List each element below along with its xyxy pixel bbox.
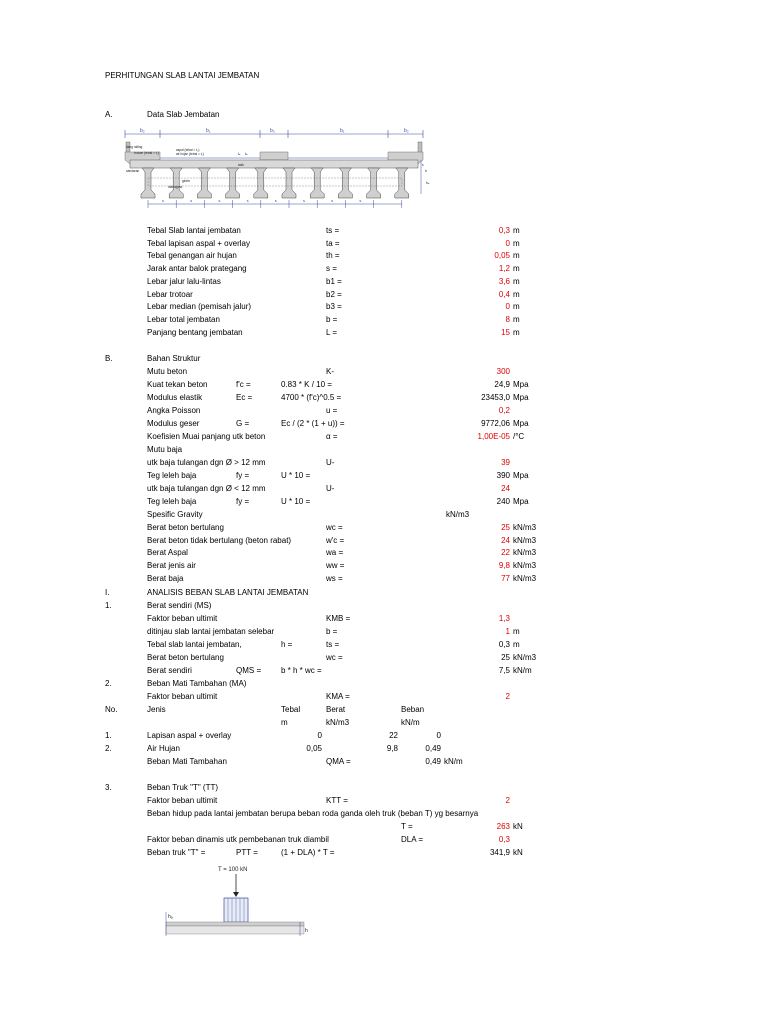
data-row-unit: m	[513, 226, 520, 235]
data-row-value: 1,2	[498, 264, 510, 274]
t-unit: kN	[513, 822, 523, 831]
leleh-besar-unit: Mpa	[513, 471, 529, 480]
data-row-unit: m	[513, 251, 520, 261]
dla-value: 0,3	[498, 835, 510, 844]
mutu-beton-value: 300	[496, 367, 510, 376]
kma-value: 2	[505, 692, 510, 701]
ma-col-no: No.	[105, 705, 118, 714]
ma-row-beban: 0,49	[425, 744, 441, 753]
leleh-kecil-unit: Mpa	[513, 497, 529, 506]
spacing-label: s	[190, 198, 193, 203]
ptt-label: Beban truk "T" =	[147, 848, 206, 857]
ptt-formula: (1 + DLA) * T =	[281, 848, 335, 857]
tt-description: Beban hidup pada lantai jembatan berupa beban roda ganda oleh truk (beban T) yg besarnya	[147, 809, 479, 818]
tebal-slab-sym: ts =	[326, 640, 340, 649]
ma-row-jenis: Air Hujan	[147, 744, 180, 753]
girder-shape	[338, 168, 352, 198]
ma-col-tebal: Tebal	[281, 705, 301, 714]
spacing-label: s	[359, 198, 362, 203]
leleh-besar-sym: fy =	[236, 471, 250, 480]
weight-unit: kN/m3	[513, 573, 537, 583]
data-row-symbol: b3 =	[326, 302, 342, 312]
data-row-symbol: ta =	[326, 238, 340, 248]
koef-muai-label: Koefisien Muai panjang utk beton	[147, 432, 266, 441]
girder-shape	[226, 168, 240, 198]
kuat-tekan-unit: Mpa	[513, 380, 529, 389]
qms-unit: kN/m	[513, 666, 532, 675]
data-row-label: Tebal genangan air hujan	[147, 251, 237, 261]
weight-unit: kN/m3	[513, 548, 537, 558]
section-a-number: A.	[105, 110, 113, 119]
tinjau-sym: b =	[326, 627, 338, 636]
dim-b2-right: b₂	[404, 128, 409, 134]
girder-shape	[282, 168, 296, 198]
data-row-label: Panjang bentang jembatan	[147, 327, 243, 337]
tinjau-value: 1	[505, 627, 510, 636]
spacing-label: s	[162, 198, 164, 203]
weight-value: 25	[501, 523, 510, 532]
spacing-label: s	[274, 198, 277, 203]
wheel-load-diagram	[160, 862, 320, 944]
weight-unit: kN/m3	[513, 535, 537, 545]
berat-sendiri-label: Berat sendiri	[147, 666, 192, 675]
ma-col-berat: Berat	[326, 705, 346, 714]
dim-b3: b₃	[270, 128, 275, 134]
poisson-value: 0,2	[498, 406, 510, 415]
qma-sym: QMA =	[326, 757, 351, 766]
modulus-geser-unit: Mpa	[513, 419, 529, 428]
section-i-number: I.	[105, 588, 110, 597]
spacing-label: s	[331, 198, 334, 203]
ma-row-no: 2.	[105, 744, 112, 753]
qma-unit: kN/m	[444, 757, 463, 766]
ha-label: hₐ	[168, 914, 173, 920]
modulus-geser-label: Modulus geser	[147, 419, 200, 428]
data-row-label: Lebar median (pemisah jalur)	[147, 302, 252, 312]
dla-label: Faktor beban dinamis utk pembebanan truk diambil	[147, 835, 329, 844]
ma-row-no: 1.	[105, 731, 112, 740]
dim-b2-left: b₂	[140, 128, 145, 134]
qma-label: Beban Mati Tambahan	[147, 757, 227, 766]
leleh-kecil-label: Teg leleh baja	[147, 497, 197, 506]
data-row-label: Tebal Slab lantai jembatan	[147, 226, 241, 235]
data-row-value: 0,3	[498, 226, 510, 235]
tebal-slab-h: h =	[281, 640, 293, 649]
note-ts: tₛ	[422, 163, 425, 167]
note-ha: hₐ	[426, 181, 430, 185]
kma-label: Faktor beban ultimit	[147, 692, 218, 701]
koef-muai-value: 1,00E-05	[477, 432, 510, 441]
weight-symbol: ww =	[326, 561, 345, 571]
weight-label: Berat baja	[147, 573, 184, 583]
girder-shape	[197, 168, 211, 198]
note-air-hujan: air hujan (tebal = t₀)	[176, 152, 204, 156]
data-row-value: 15	[501, 327, 510, 337]
data-row-unit: m	[513, 289, 520, 299]
modulus-elastik-value: 23453,0	[481, 393, 510, 402]
bridge-cross-section-diagram	[120, 124, 440, 212]
qms-sym: QMS =	[236, 666, 262, 675]
baja-besar-label: utk baja tulangan dgn Ø > 12 mm	[147, 458, 266, 467]
berat-beton-value: 25	[501, 653, 510, 662]
berat-beton-label: Berat beton bertulang	[147, 653, 224, 662]
modulus-elastik-unit: Mpa	[513, 393, 529, 402]
data-row-symbol: ts =	[326, 226, 340, 235]
tinjau-unit: m	[513, 627, 520, 636]
weight-label: Berat beton bertulang	[147, 523, 224, 532]
leleh-besar-label: Teg leleh baja	[147, 471, 197, 480]
koef-muai-unit: /°C	[513, 432, 525, 441]
qms-value: 7,5	[498, 666, 510, 675]
ktt-value: 2	[505, 796, 510, 805]
data-row-symbol: b =	[326, 314, 338, 324]
kuat-tekan-formula: 0.83 * K / 10 =	[281, 380, 332, 389]
ma-row-berat: 22	[389, 731, 398, 740]
weight-symbol: wa =	[326, 548, 344, 558]
note-sandaran: sandaran	[126, 169, 140, 173]
weight-value: 22	[501, 548, 510, 558]
section-a-heading: Data Slab Jembatan	[147, 110, 220, 119]
koef-muai-sym: α =	[326, 432, 338, 441]
kuat-tekan-value: 24,9	[494, 380, 510, 389]
note-slab: slab	[238, 163, 244, 167]
dim-b1-left: b₁	[206, 128, 211, 134]
tinjau-label: ditinjau slab lantai jembatan selebar	[147, 627, 275, 636]
girder-shape	[254, 168, 268, 198]
girder-shape	[367, 168, 381, 198]
baja-besar-value: 39	[501, 458, 510, 467]
kuat-tekan-sym: f'c =	[236, 380, 251, 389]
ptt-sym: PTT =	[236, 848, 258, 857]
ms-heading: Berat sendiri (MS)	[147, 601, 212, 610]
poisson-label: Angka Poisson	[147, 406, 201, 415]
data-row-symbol: b2 =	[326, 289, 342, 299]
ma-row-tebal: 0	[317, 731, 322, 740]
ktt-label: Faktor beban ultimit	[147, 796, 218, 805]
ma-row-beban: 0	[436, 731, 441, 740]
ma-col-berat-unit: kN/m3	[326, 718, 350, 727]
mutu-baja-label: Mutu baja	[147, 445, 183, 454]
note-tiang-railing: tiang railing	[126, 145, 143, 149]
weight-symbol: ws =	[326, 573, 343, 583]
data-row-value: 3,6	[498, 276, 510, 286]
h-label: h	[305, 928, 308, 934]
dim-b1-right: b₁	[340, 128, 345, 134]
kmb-value: 1,3	[498, 614, 510, 623]
data-row-label: Tebal lapisan aspal + overlay	[147, 238, 250, 248]
leleh-besar-value: 390	[496, 471, 510, 480]
weight-label: Berat Aspal	[147, 548, 188, 558]
section-b-number: B.	[105, 354, 113, 363]
leleh-kecil-value: 240	[496, 497, 510, 506]
data-row-unit: m	[513, 327, 520, 337]
ma-row-jenis: Lapisan aspal + overlay	[147, 731, 232, 740]
ma-row-tebal: 0,05	[306, 744, 322, 753]
berat-beton-sym: wc =	[326, 653, 343, 662]
modulus-elastik-formula: 4700 * (f'c)^0.5 =	[281, 393, 342, 402]
note-diafragma: diafragma	[168, 185, 183, 189]
data-row-symbol: b1 =	[326, 276, 342, 286]
data-row-unit: m	[513, 238, 520, 248]
qma-value: 0,49	[425, 757, 441, 766]
section-i-heading: ANALISIS BEBAN SLAB LANTAI JEMBATAN	[147, 588, 309, 597]
data-row-value: 0,4	[498, 289, 510, 299]
note-h: h	[425, 169, 427, 173]
ma-number: 2.	[105, 679, 112, 688]
ma-col-jenis: Jenis	[147, 705, 166, 714]
weight-unit: kN/m3	[513, 523, 537, 532]
data-row-symbol: L =	[326, 327, 338, 337]
ktt-sym: KTT =	[326, 796, 348, 805]
ms-number: 1.	[105, 601, 112, 610]
modulus-geser-sym: G =	[236, 419, 250, 428]
t-value: 263	[496, 822, 510, 831]
kmb-label: Faktor beban ultimit	[147, 614, 218, 623]
qms-formula: b * h * wc =	[281, 666, 322, 675]
tt-number: 3.	[105, 783, 112, 792]
note-girder: girder	[182, 179, 191, 183]
data-row-value: 8	[505, 314, 510, 324]
note-ta: tₐ	[238, 152, 241, 156]
leleh-kecil-formula: U * 10 =	[281, 497, 311, 506]
data-row-label: Lebar trotoar	[147, 289, 193, 299]
ma-col-beban: Beban	[401, 705, 425, 714]
ma-heading: Beban Mati Tambahan (MA)	[147, 679, 247, 688]
data-row-value: 0,05	[494, 251, 510, 261]
modulus-elastik-label: Modulus elastik	[147, 393, 203, 402]
ptt-unit: kN	[513, 848, 523, 857]
weight-unit: kN/m3	[513, 561, 537, 571]
note-trotoar: trotoar (tebal = t₀)	[134, 151, 159, 155]
data-row-symbol: s =	[326, 264, 337, 274]
data-row-label: Lebar total jembatan	[147, 314, 220, 324]
gravity-label: Spesific Gravity	[147, 510, 203, 519]
tebal-slab-unit: m	[513, 640, 520, 649]
ma-row-berat: 9,8	[386, 744, 398, 753]
data-row-unit: m	[513, 314, 520, 324]
data-row-value: 0	[505, 302, 510, 312]
leleh-besar-formula: U * 10 =	[281, 471, 311, 480]
section-b-heading: Bahan Struktur	[147, 354, 201, 363]
data-row-unit: m	[513, 264, 520, 274]
modulus-geser-formula: Ec / (2 * (1 + u)) =	[281, 419, 345, 428]
weight-value: 77	[501, 573, 510, 583]
dla-sym: DLA =	[401, 835, 424, 844]
t-sym: T =	[401, 822, 413, 831]
data-row-symbol: th =	[326, 251, 340, 261]
girder-shape	[310, 168, 324, 198]
baja-besar-sym: U-	[326, 458, 335, 467]
spacing-label: s	[246, 198, 249, 203]
weight-label: Berat beton tidak bertulang (beton rabat)	[147, 535, 292, 545]
ma-col-tebal-unit: m	[281, 718, 288, 727]
poisson-sym: u =	[326, 406, 338, 415]
ptt-value: 341,9	[489, 848, 510, 857]
data-row-value: 0	[505, 238, 510, 248]
data-row-unit: m	[513, 276, 520, 286]
weight-symbol: w'c =	[326, 535, 345, 545]
baja-kecil-label: utk baja tulangan dgn Ø < 12 mm	[147, 484, 266, 493]
kmb-sym: KMB =	[326, 614, 351, 623]
modulus-elastik-sym: Ec =	[236, 393, 253, 402]
leleh-kecil-sym: fy =	[236, 497, 250, 506]
modulus-geser-value: 9772,06	[481, 419, 510, 428]
spacing-label: s	[218, 198, 221, 203]
tt-heading: Beban Truk "T" (TT)	[147, 783, 219, 792]
data-row-unit: m	[513, 302, 520, 312]
weight-value: 9,8	[498, 561, 510, 571]
gravity-unit: kN/m3	[446, 510, 470, 519]
girder-shape	[169, 168, 183, 198]
mutu-beton-sym: K-	[326, 367, 334, 376]
weight-symbol: wc =	[326, 523, 343, 532]
tebal-slab-label: Tebal slab lantai jembatan,	[147, 640, 242, 649]
tebal-slab-value: 0,3	[498, 640, 510, 649]
note-th: tₕ	[245, 152, 248, 156]
note-aspal: aspal (tebal = t₀)	[176, 148, 200, 152]
mutu-beton-label: Mutu beton	[147, 367, 188, 376]
berat-beton-unit: kN/m3	[513, 653, 537, 662]
weight-value: 24	[501, 535, 510, 545]
kma-sym: KMA =	[326, 692, 350, 701]
weight-label: Berat jenis air	[147, 561, 196, 571]
page-title: PERHITUNGAN SLAB LANTAI JEMBATAN	[105, 71, 260, 80]
baja-kecil-sym: U-	[326, 484, 335, 493]
ma-col-beban-unit: kN/m	[401, 718, 420, 727]
data-row-label: Jarak antar balok prategang	[147, 264, 247, 274]
baja-kecil-value: 24	[501, 484, 510, 493]
data-row-label: Lebar jalur lalu-lintas	[147, 276, 221, 286]
spacing-label: s	[303, 198, 305, 203]
kuat-tekan-label: Kuat tekan beton	[147, 380, 208, 389]
load-label: T = 100 kN	[218, 867, 248, 873]
